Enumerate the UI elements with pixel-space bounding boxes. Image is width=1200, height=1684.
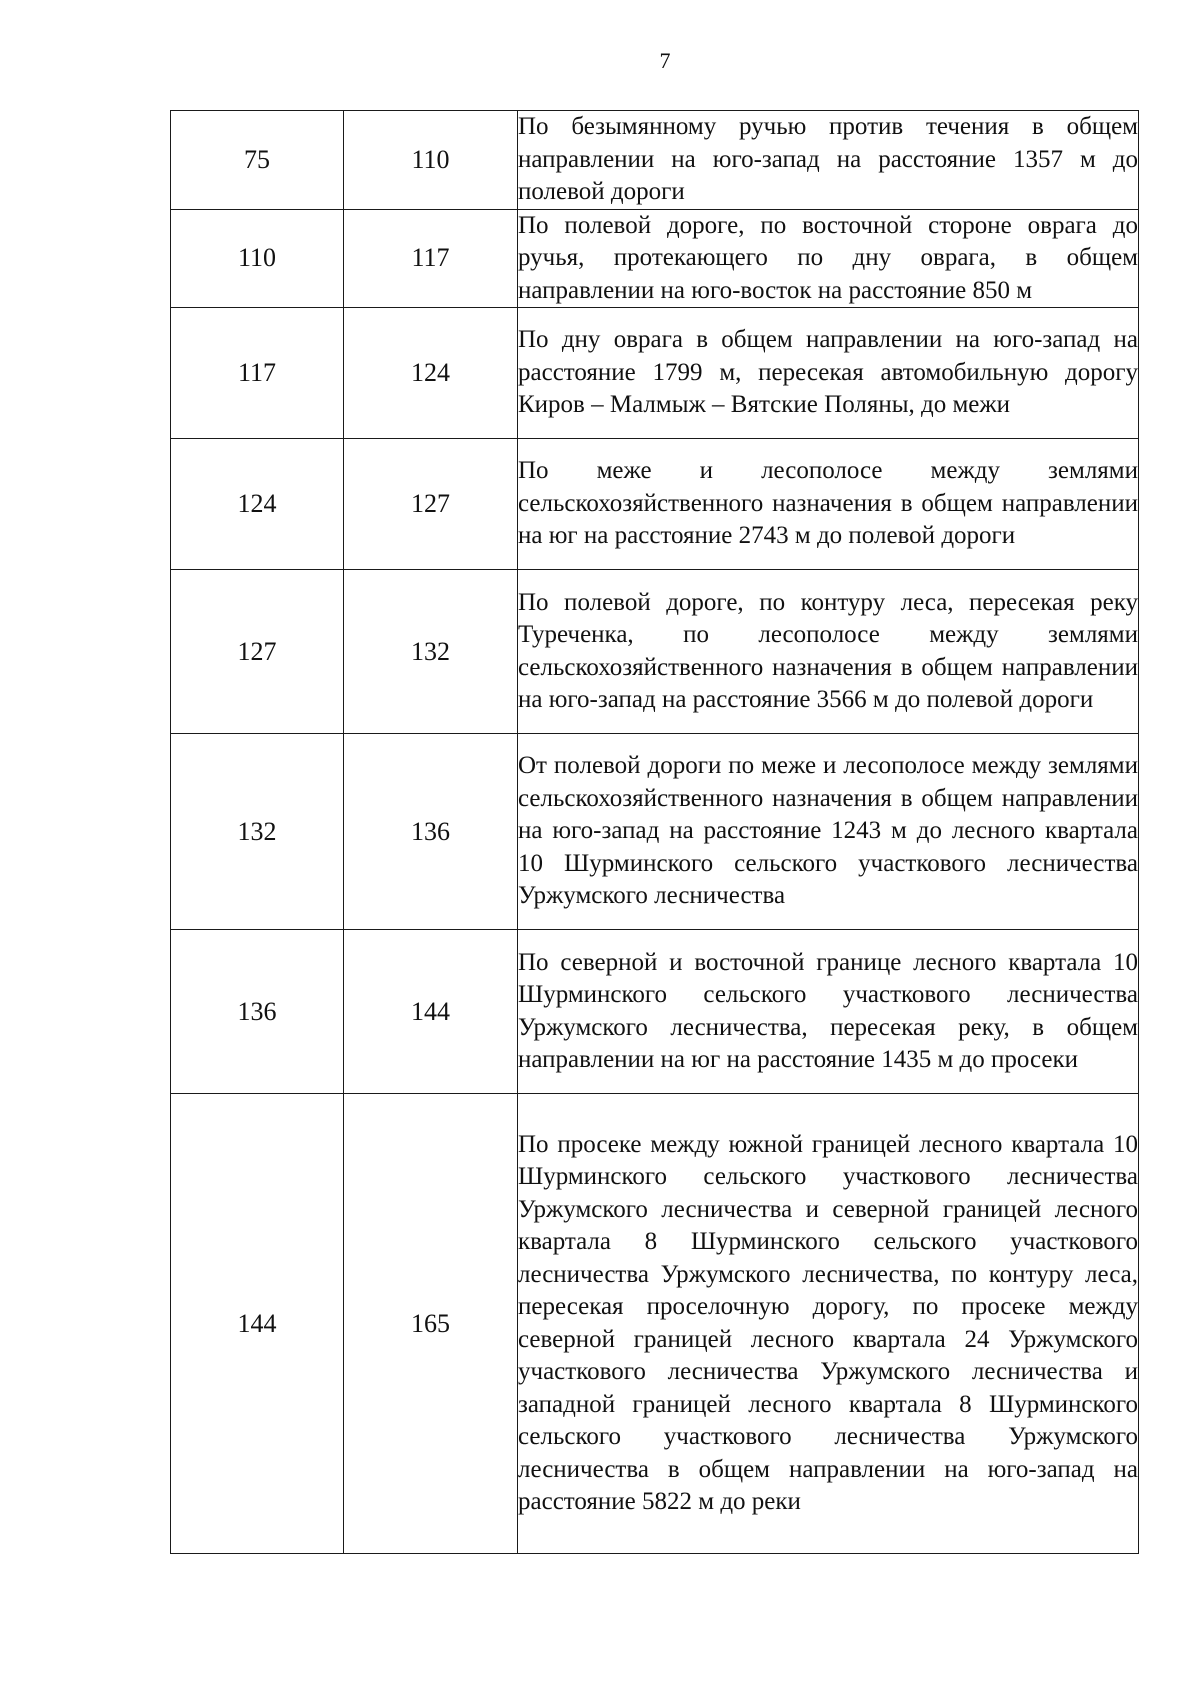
to-point-cell: 117 bbox=[344, 209, 518, 308]
description-cell bbox=[518, 111, 1139, 210]
to-point-cell: 127 bbox=[344, 439, 518, 570]
page-number: 7 bbox=[659, 48, 671, 73]
description-cell bbox=[518, 734, 1139, 930]
to-point-cell: 136 bbox=[344, 734, 518, 930]
from-point-cell: 124 bbox=[171, 439, 344, 570]
table-row bbox=[171, 570, 1139, 734]
to-point-cell: 132 bbox=[344, 570, 518, 734]
to-point-cell: 144 bbox=[344, 930, 518, 1094]
from-point-cell: 144 bbox=[171, 1094, 344, 1554]
table-row bbox=[171, 1094, 1139, 1554]
description-cell bbox=[518, 570, 1139, 734]
table-row bbox=[171, 439, 1139, 570]
table-row bbox=[171, 111, 1139, 210]
from-point-cell: 127 bbox=[171, 570, 344, 734]
table-row bbox=[171, 209, 1139, 308]
table-row bbox=[171, 930, 1139, 1094]
description-cell bbox=[518, 439, 1139, 570]
table-row bbox=[171, 734, 1139, 930]
description-cell bbox=[518, 1094, 1139, 1554]
description-cell bbox=[518, 308, 1139, 439]
from-point-cell: 132 bbox=[171, 734, 344, 930]
description-text: По дну оврага в общем направлении на юго-запад на расстояние 1799 м, пересекая автомобильную дорогу Киров – Малмыж – Вятские Поляны, до межи bbox=[518, 326, 1138, 419]
from-point-cell: 110 bbox=[171, 209, 344, 308]
description-text: По просеке между южной границей лесного квартала 10 Шурминского сельского участкового лесничества Уржумского лесничества и северной границей лесного квартала 8 Шурминского сельского участкового лесничества Уржумского лесничества, по контуру леса, пересекая проселочную дорогу, по просеке между северной границей лесного квартала 24 Уржумского участкового лесничества Уржумского лесничества и западной границей лесного квартала 8 Шурминского сельского участкового лесничества Уржумского лесничества в общем направлении на юго-запад на расстояние 5822 м до реки bbox=[518, 1130, 1138, 1515]
to-point-cell: 110 bbox=[344, 111, 518, 210]
from-point-cell: 75 bbox=[171, 111, 344, 210]
table-row bbox=[171, 308, 1139, 439]
description-cell bbox=[518, 930, 1139, 1094]
description-cell bbox=[518, 209, 1139, 308]
description-text: По полевой дороге, по восточной стороне оврага до ручья, протекающего по дну оврага, в общем направлении на юго-восток на расстояние 850 м bbox=[518, 211, 1138, 304]
from-point-cell: 117 bbox=[171, 308, 344, 439]
to-point-cell: 124 bbox=[344, 308, 518, 439]
description-text: По полевой дороге, по контуру леса, пересекая реку Туреченка, по лесополосе между землями сельскохозяйственного назначения в общем направлении на юго-запад на расстояние 3566 м до полевой дороги bbox=[518, 588, 1138, 713]
description-text: По меже и лесополосе между землями сельскохозяйственного назначения в общем направлении на юг на расстояние 2743 м до полевой дороги bbox=[518, 457, 1138, 550]
description-text: От полевой дороги по меже и лесополосе между землями сельскохозяйственного назначения в общем направлении на юго-запад на расстояние 1243 м до лесного квартала 10 Шурминского сельского участкового лесничества Уржумского лесничества bbox=[518, 752, 1138, 910]
description-text: По северной и восточной границе лесного квартала 10 Шурминского сельского участкового лесничества Уржумского лесничества, пересекая реку, в общем направлении на юг на расстояние 1435 м до просеки bbox=[518, 948, 1138, 1073]
description-text: По безымянному ручью против течения в общем направлении на юго-запад на расстояние 1357 м до полевой дороги bbox=[518, 113, 1138, 205]
to-point-cell: 165 bbox=[344, 1094, 518, 1554]
from-point-cell: 136 bbox=[171, 930, 344, 1094]
boundary-table bbox=[170, 110, 1139, 1554]
